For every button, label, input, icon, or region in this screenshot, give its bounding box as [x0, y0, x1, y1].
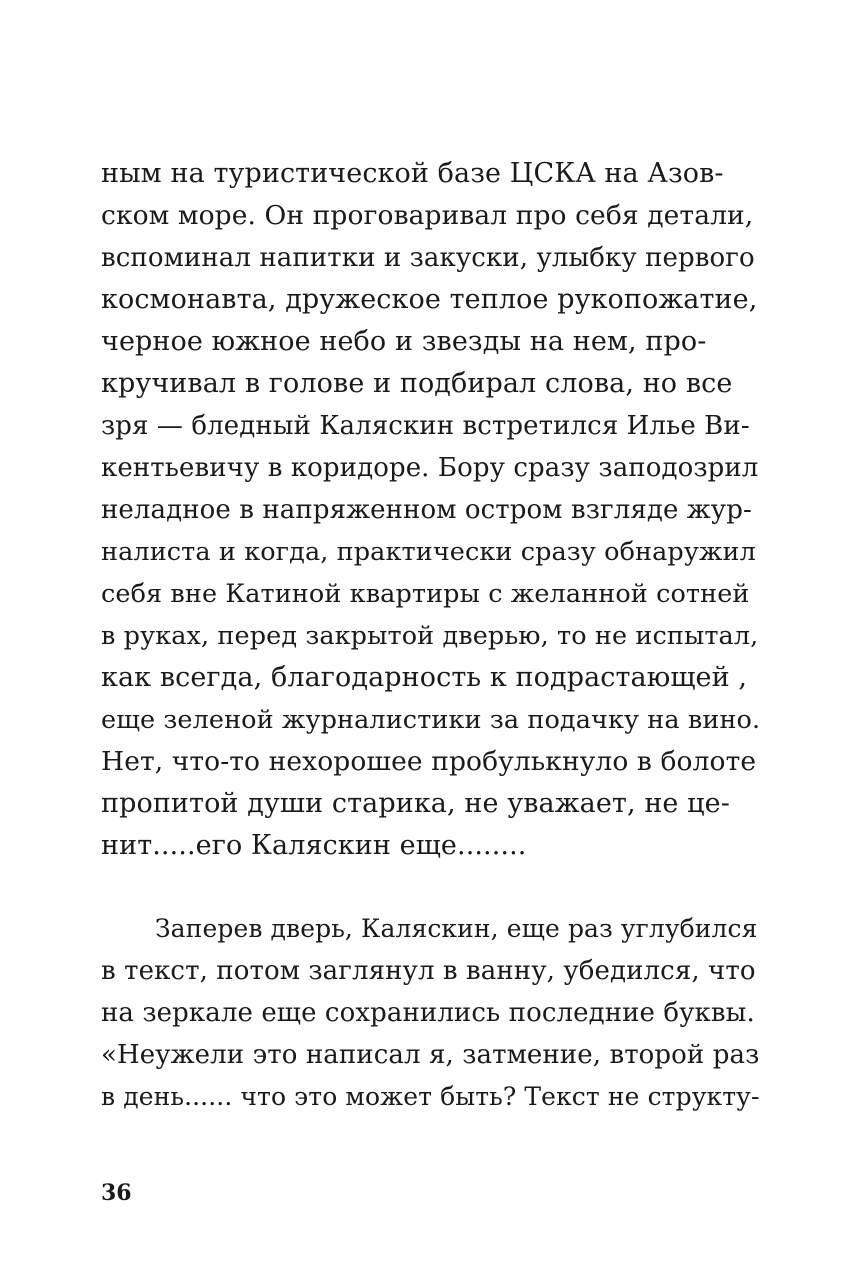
page-number: 36 — [101, 1180, 132, 1206]
paragraph-2 — [101, 908, 760, 1118]
text-line: налиста и когда, практически сразу обнаружил — [101, 537, 756, 567]
text-line: кентьевичу в коридоре. Бору сразу заподозрил — [101, 453, 759, 483]
paragraph-1 — [101, 153, 761, 867]
text-line: в текст, потом заглянул в ванну, убедился, что — [101, 956, 756, 986]
text-line: нит.....его Каляскин еще........ — [101, 830, 527, 861]
text-line: космонавта, дружеское теплое рукопожатие, — [101, 284, 758, 315]
text-line: черное южное небо и звезды на нем, про- — [101, 326, 707, 357]
text-line: себя вне Катиной квартиры с желанной сотней — [101, 579, 750, 609]
text-line: вспоминал напитки и закуски, улыбку первого — [101, 243, 755, 273]
text-line: в день...... что это может быть? Текст не структу- — [101, 1082, 760, 1111]
text-line: зря — бледный Каляскин встретился Илье Ви- — [101, 411, 750, 441]
text-line: Заперев дверь, Каляскин, еще раз углубился — [155, 914, 758, 943]
text-line: неладное в напряженном остром взгляде жур- — [101, 495, 752, 525]
text-line: ным на туристической базе ЦСКА на Азов- — [101, 158, 724, 189]
text-line: как всегда, благодарность к подрастающей , — [101, 662, 748, 693]
text-line: ском море. Он проговаривал про себя детали, — [101, 200, 754, 231]
text-line: кручивал в голове и подбирал слова, но все — [101, 368, 733, 399]
text-line: «Неужели это написал я, затмение, второй раз — [101, 1040, 760, 1070]
text-line: в руках, перед закрытой дверью, то не испытал, — [101, 621, 759, 651]
text-line: пропитой души старика, не уважает, не це- — [101, 788, 730, 819]
text-line: на зеркале еще сохранились последние буквы. — [101, 998, 755, 1028]
text-line: еще зеленой журналистики за подачку на вино. — [101, 705, 761, 735]
text-line: Нет, что-то нехорошее пробулькнуло в болоте — [101, 746, 757, 777]
